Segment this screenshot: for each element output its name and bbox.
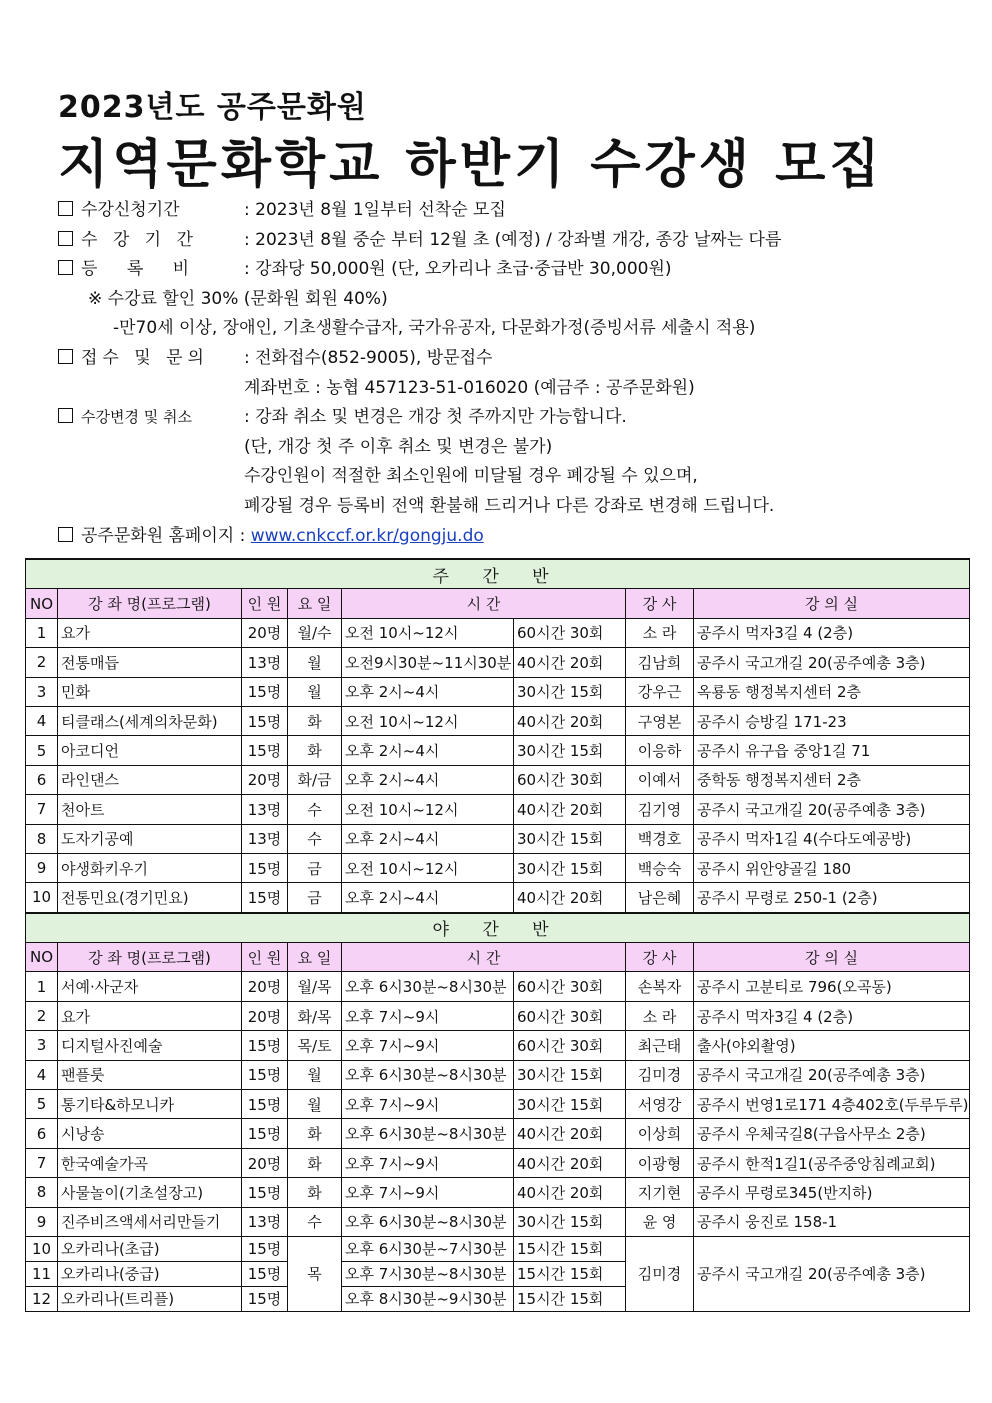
row-count: 15명 (242, 1236, 288, 1261)
info-cancel-4 (58, 492, 958, 522)
row-count: 15명 (242, 1261, 288, 1286)
table-row (26, 1031, 970, 1060)
table-row (26, 853, 970, 882)
column-header-day: 요 일 (288, 589, 342, 618)
row-no: 7 (26, 795, 58, 824)
row-day: 금 (288, 883, 342, 913)
row-day: 화 (288, 706, 342, 735)
section-title: 야 간 반 (26, 913, 970, 943)
row-room: 공주시 무령로345(반지하) (694, 1178, 970, 1207)
row-no: 9 (26, 1207, 58, 1236)
info-course (58, 226, 958, 256)
row-name: 오카리나(초급) (58, 1236, 242, 1261)
row-time: 오후 7시~9시 (342, 1090, 514, 1119)
row-time: 오후 2시~4시 (342, 736, 514, 765)
row-no: 5 (26, 1090, 58, 1119)
row-name: 통기타&하모니카 (58, 1090, 242, 1119)
row-no: 5 (26, 736, 58, 765)
row-hours: 40시간 20회 (514, 1178, 626, 1207)
row-time: 오전 10시~12시 (342, 618, 514, 647)
info-label: 접수 및 문의 (81, 347, 209, 368)
row-no: 6 (26, 1119, 58, 1148)
row-hours: 15시간 15회 (514, 1286, 626, 1311)
row-room: 공주시 번영1로171 4층402호(두루두루) (694, 1090, 970, 1119)
row-room: 공주시 국고개길 20(공주예총 3층) (694, 1236, 970, 1311)
column-header-row (26, 589, 970, 618)
row-time: 오후 6시30분~8시30분 (342, 1060, 514, 1089)
checkbox-icon (58, 349, 73, 364)
row-name: 오카리나(중급) (58, 1261, 242, 1286)
row-hours: 60시간 30회 (514, 972, 626, 1001)
column-header-count: 인 원 (242, 589, 288, 618)
row-hours: 30시간 15회 (514, 1060, 626, 1089)
row-room: 공주시 먹자3길 4 (2층) (694, 1001, 970, 1030)
row-teacher: 김기영 (626, 795, 694, 824)
row-day: 금 (288, 853, 342, 882)
row-hours: 60시간 30회 (514, 1031, 626, 1060)
row-no: 2 (26, 1001, 58, 1030)
row-no: 9 (26, 853, 58, 882)
table-row (26, 618, 970, 647)
info-account (58, 374, 958, 404)
table-row (26, 795, 970, 824)
row-time: 오후 6시30분~8시30분 (342, 972, 514, 1001)
row-count: 20명 (242, 1148, 288, 1177)
row-count: 15명 (242, 1178, 288, 1207)
row-day: 화 (288, 1148, 342, 1177)
row-teacher: 강우근 (626, 677, 694, 706)
row-teacher: 김남희 (626, 648, 694, 677)
row-time: 오후 8시30분~9시30분 (342, 1286, 514, 1311)
row-no: 11 (26, 1261, 58, 1286)
info-value: : 2023년 8월 1일부터 선착순 모집 (244, 200, 506, 220)
row-teacher: 서영강 (626, 1090, 694, 1119)
info-label: 등 록 비 (81, 259, 202, 280)
row-teacher: 지기현 (626, 1178, 694, 1207)
row-teacher: 이응하 (626, 736, 694, 765)
row-name: 라인댄스 (58, 765, 242, 794)
info-label: 수 강 기 간 (81, 229, 198, 250)
row-room: 공주시 승방길 171-23 (694, 706, 970, 735)
row-count: 13명 (242, 824, 288, 853)
info-discount: ※ 수강료 할인 30% (문화원 회원 40%) (88, 288, 388, 309)
checkbox-icon (58, 260, 73, 275)
row-count: 15명 (242, 853, 288, 882)
column-header-teacher: 강 사 (626, 589, 694, 618)
row-hours: 30시간 15회 (514, 736, 626, 765)
row-teacher: 백승숙 (626, 853, 694, 882)
row-room: 공주시 국고개길 20(공주예총 3층) (694, 1060, 970, 1089)
table-row (26, 736, 970, 765)
row-room: 공주시 국고개길 20(공주예총 3층) (694, 648, 970, 677)
row-name: 오카리나(트리플) (58, 1286, 242, 1311)
row-count: 13명 (242, 795, 288, 824)
row-no: 1 (26, 618, 58, 647)
column-header-no: NO (26, 943, 58, 972)
row-name: 시낭송 (58, 1119, 242, 1148)
info-homepage (58, 522, 958, 552)
row-teacher: 이상희 (626, 1119, 694, 1148)
row-no: 4 (26, 1060, 58, 1089)
row-count: 15명 (242, 883, 288, 913)
table-row (26, 824, 970, 853)
row-count: 15명 (242, 1286, 288, 1311)
column-header-row (26, 943, 970, 972)
row-day: 화 (288, 1119, 342, 1148)
column-header-day: 요 일 (288, 943, 342, 972)
row-teacher: 소 라 (626, 618, 694, 647)
row-teacher: 윤 영 (626, 1207, 694, 1236)
row-count: 15명 (242, 1060, 288, 1089)
row-hours: 30시간 15회 (514, 677, 626, 706)
row-room: 공주시 유구읍 중앙1길 71 (694, 736, 970, 765)
row-day: 월/목 (288, 972, 342, 1001)
row-name: 사물놀이(기초설장고) (58, 1178, 242, 1207)
row-name: 디지털사진예술 (58, 1031, 242, 1060)
row-time: 오후 6시30분~8시30분 (342, 1119, 514, 1148)
row-teacher: 이광형 (626, 1148, 694, 1177)
row-time: 오후 2시~4시 (342, 824, 514, 853)
row-name: 전통민요(경기민요) (58, 883, 242, 913)
row-count: 20명 (242, 618, 288, 647)
info-value: : 2023년 8월 중순 부터 12월 초 (예정) / 강좌별 개강, 종강 날짜는 다름 (244, 229, 782, 250)
row-hours: 60시간 30회 (514, 618, 626, 647)
info-label: 수강신청기간 (81, 200, 180, 220)
row-hours: 15시간 15회 (514, 1236, 626, 1261)
row-time: 오후 7시~9시 (342, 1001, 514, 1030)
column-header-no: NO (26, 589, 58, 618)
row-count: 13명 (242, 1207, 288, 1236)
row-name: 천아트 (58, 795, 242, 824)
info-value: (단, 개강 첫 주 이후 취소 및 변경은 불가) (244, 436, 553, 457)
row-name: 팬플룻 (58, 1060, 242, 1089)
row-teacher: 남은혜 (626, 883, 694, 913)
info-label: 수강변경 및 취소 (81, 408, 192, 427)
row-room: 중학동 행정복지센터 2층 (694, 765, 970, 794)
row-count: 15명 (242, 1090, 288, 1119)
table-row (26, 648, 970, 677)
checkbox-icon (58, 527, 73, 542)
row-day: 수 (288, 824, 342, 853)
row-teacher: 구영본 (626, 706, 694, 735)
row-name: 민화 (58, 677, 242, 706)
row-room: 공주시 웅진로 158-1 (694, 1207, 970, 1236)
row-no: 3 (26, 1031, 58, 1060)
row-name: 요가 (58, 1001, 242, 1030)
row-room: 공주시 위안양골길 180 (694, 853, 970, 882)
row-day: 화/목 (288, 1001, 342, 1030)
section-header (26, 913, 970, 943)
row-name: 요가 (58, 618, 242, 647)
info-value: : 강좌당 50,000원 (단, 오카리나 초급·중급반 30,000원) (244, 259, 672, 280)
table-row (26, 765, 970, 794)
row-hours: 30시간 15회 (514, 1207, 626, 1236)
table-row (26, 1060, 970, 1089)
column-header-count: 인 원 (242, 943, 288, 972)
table-row (26, 1148, 970, 1177)
info-period (58, 196, 958, 226)
info-value: : 전화접수(852-9005), 방문접수 (244, 347, 493, 368)
row-day: 목/토 (288, 1031, 342, 1060)
column-header-name: 강 좌 명(프로그램) (58, 943, 242, 972)
row-time: 오후 2시~4시 (342, 677, 514, 706)
info-cancel (58, 403, 958, 433)
row-hours: 40시간 20회 (514, 648, 626, 677)
column-header-time: 시 간 (342, 589, 626, 618)
row-hours: 40시간 20회 (514, 795, 626, 824)
column-header-name: 강 좌 명(프로그램) (58, 589, 242, 618)
row-time: 오전9시30분~11시30분 (342, 648, 514, 677)
row-time: 오후 2시~4시 (342, 765, 514, 794)
table-row (26, 1090, 970, 1119)
row-hours: 30시간 15회 (514, 824, 626, 853)
row-time: 오후 7시~9시 (342, 1031, 514, 1060)
row-teacher: 손복자 (626, 972, 694, 1001)
row-room: 공주시 먹자3길 4 (2층) (694, 618, 970, 647)
info-section (58, 196, 958, 551)
row-count: 15명 (242, 1119, 288, 1148)
row-hours: 30시간 15회 (514, 1090, 626, 1119)
info-label: 공주문화원 홈페이지 : (81, 525, 246, 546)
row-no: 6 (26, 765, 58, 794)
row-count: 13명 (242, 648, 288, 677)
row-day: 화 (288, 1178, 342, 1207)
row-teacher: 최근태 (626, 1031, 694, 1060)
checkbox-icon (58, 201, 73, 216)
row-room: 공주시 우체국길8(구읍사무소 2층) (694, 1119, 970, 1148)
row-day: 목 (288, 1236, 342, 1311)
section-title: 주 간 반 (26, 559, 970, 589)
row-hours: 40시간 20회 (514, 1148, 626, 1177)
row-room: 공주시 무령로 250-1 (2층) (694, 883, 970, 913)
table-row (26, 1236, 970, 1261)
row-name: 전통매듭 (58, 648, 242, 677)
info-fee (58, 255, 958, 285)
info-contact (58, 344, 958, 374)
row-count: 20명 (242, 765, 288, 794)
row-room: 옥룡동 행정복지센터 2층 (694, 677, 970, 706)
row-name: 야생화키우기 (58, 853, 242, 882)
row-hours: 60시간 30회 (514, 765, 626, 794)
info-value: 수강인원이 적절한 최소인원에 미달될 경우 폐강될 수 있으며, (244, 466, 698, 487)
row-time: 오후 2시~4시 (342, 883, 514, 913)
row-time: 오후 6시30분~8시30분 (342, 1207, 514, 1236)
page-title: 지역문화학교 하반기 수강생 모집 (58, 135, 884, 195)
row-hours: 40시간 20회 (514, 1119, 626, 1148)
row-room: 공주시 국고개길 20(공주예총 3층) (694, 795, 970, 824)
row-no: 1 (26, 972, 58, 1001)
row-no: 7 (26, 1148, 58, 1177)
info-cancel-2 (58, 433, 958, 463)
row-no: 12 (26, 1286, 58, 1311)
course-table (25, 558, 970, 1312)
section-header (26, 559, 970, 589)
row-name: 티클래스(세계의차문화) (58, 706, 242, 735)
table-row (26, 1207, 970, 1236)
row-count: 15명 (242, 736, 288, 765)
row-no: 4 (26, 706, 58, 735)
row-teacher: 백경호 (626, 824, 694, 853)
row-time: 오전 10시~12시 (342, 853, 514, 882)
info-cancel-3 (58, 462, 958, 492)
info-value: 폐강될 경우 등록비 전액 환불해 드리거나 다른 강좌로 변경해 드립니다. (244, 495, 775, 516)
row-time: 오후 7시~9시 (342, 1178, 514, 1207)
row-no: 2 (26, 648, 58, 677)
row-no: 8 (26, 1178, 58, 1207)
row-teacher: 김미경 (626, 1060, 694, 1089)
row-day: 화/금 (288, 765, 342, 794)
table-row (26, 1178, 970, 1207)
row-hours: 15시간 15회 (514, 1261, 626, 1286)
checkbox-icon (58, 231, 73, 246)
subtitle: 2023년도 공주문화원 (58, 90, 367, 125)
row-teacher: 김미경 (626, 1236, 694, 1311)
row-day: 월 (288, 677, 342, 706)
row-no: 10 (26, 883, 58, 913)
info-value: : 강좌 취소 및 변경은 개강 첫 주까지만 가능합니다. (244, 407, 627, 428)
row-room: 공주시 고분티로 796(오곡동) (694, 972, 970, 1001)
row-room: 공주시 먹자1길 4(수다도예공방) (694, 824, 970, 853)
checkbox-icon (58, 408, 73, 423)
row-no: 10 (26, 1236, 58, 1261)
row-room: 출사(야외촬영) (694, 1031, 970, 1060)
table-row (26, 677, 970, 706)
row-name: 아코디언 (58, 736, 242, 765)
column-header-room: 강 의 실 (694, 943, 970, 972)
row-time: 오전 10시~12시 (342, 795, 514, 824)
table-row (26, 1001, 970, 1030)
row-name: 진주비즈액세서리만들기 (58, 1207, 242, 1236)
row-time: 오후 6시30분~7시30분 (342, 1236, 514, 1261)
row-name: 도자기공예 (58, 824, 242, 853)
row-hours: 40시간 20회 (514, 706, 626, 735)
info-value: 계좌번호 : 농협 457123-51-016020 (예금주 : 공주문화원) (244, 377, 695, 398)
row-room: 공주시 한적1길1(공주중앙침례교회) (694, 1148, 970, 1177)
table-row (26, 1119, 970, 1148)
row-count: 15명 (242, 1031, 288, 1060)
row-name: 한국예술가곡 (58, 1148, 242, 1177)
homepage-link[interactable]: www.cnkccf.or.kr/gongju.do (250, 525, 484, 546)
row-day: 월 (288, 1060, 342, 1089)
column-header-time: 시 간 (342, 943, 626, 972)
row-hours: 30시간 15회 (514, 853, 626, 882)
table-row (26, 706, 970, 735)
row-day: 월 (288, 648, 342, 677)
table-row (26, 972, 970, 1001)
row-teacher: 소 라 (626, 1001, 694, 1030)
row-hours: 60시간 30회 (514, 1001, 626, 1030)
row-time: 오후 7시~9시 (342, 1148, 514, 1177)
info-discount-detail: -만70세 이상, 장애인, 기초생활수급자, 국가유공자, 다문화가정(증빙서류 세출시 적용) (113, 318, 756, 339)
row-day: 월/수 (288, 618, 342, 647)
row-no: 8 (26, 824, 58, 853)
row-day: 수 (288, 1207, 342, 1236)
column-header-room: 강 의 실 (694, 589, 970, 618)
row-count: 15명 (242, 677, 288, 706)
row-time: 오전 10시~12시 (342, 706, 514, 735)
column-header-teacher: 강 사 (626, 943, 694, 972)
row-day: 월 (288, 1090, 342, 1119)
row-name: 서예·사군자 (58, 972, 242, 1001)
row-day: 수 (288, 795, 342, 824)
row-hours: 40시간 20회 (514, 883, 626, 913)
row-time: 오후 7시30분~8시30분 (342, 1261, 514, 1286)
row-teacher: 이예서 (626, 765, 694, 794)
row-count: 15명 (242, 706, 288, 735)
row-no: 3 (26, 677, 58, 706)
row-day: 화 (288, 736, 342, 765)
table-row (26, 883, 970, 913)
row-count: 20명 (242, 1001, 288, 1030)
row-count: 20명 (242, 972, 288, 1001)
